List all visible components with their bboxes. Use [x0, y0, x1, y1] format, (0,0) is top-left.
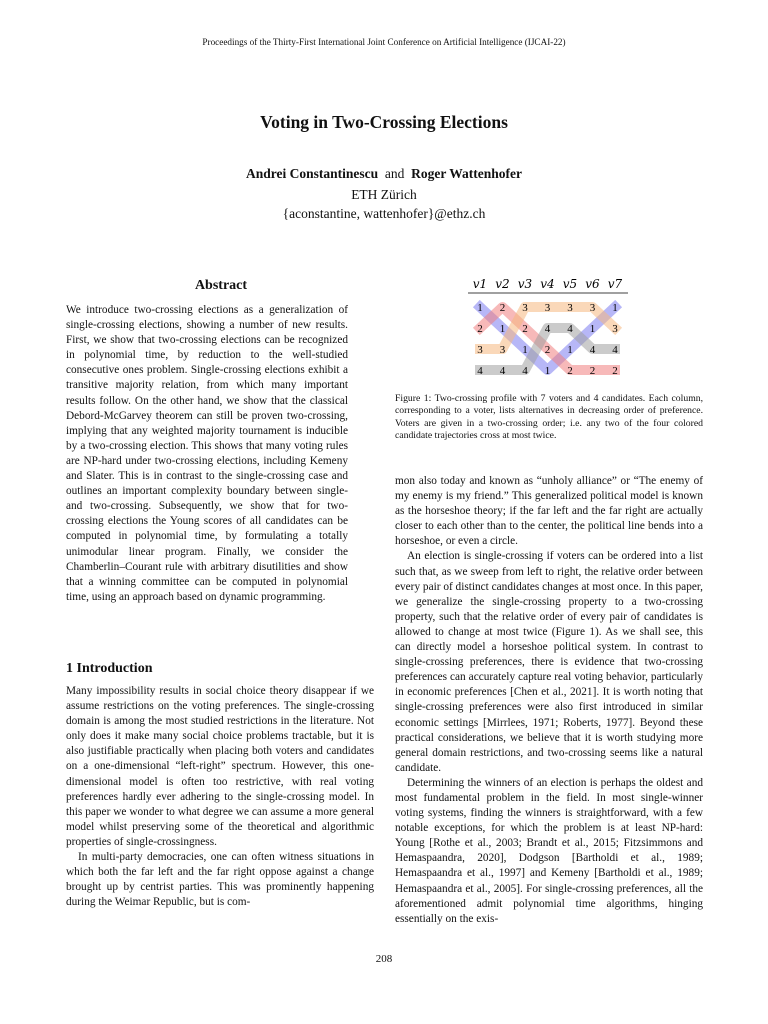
intro-paragraph-1: Many impossibility results in social choice theory disappear if we assume restrictions on the voting preferences. The single-crossing domain is among the most studied restrictions in the literature. Not only does it make many social choice problems tractable, but it is also justifiable practically when placing both voters and candidates on a one-dimensional “left-right” spectrum. However, this one-dimensional model is often too restrictive, with real voting preferences hardly ever adhering to the single-crossing model. In this paper we wonder to what degree we can assume a more general model whilst preserving some of the theoretical and algorithmic properties of single-crossingness. — [66, 685, 374, 848]
ranking-cell: 4 — [544, 323, 551, 335]
ranking-cell: 2 — [589, 365, 596, 377]
ranking-cell: 1 — [567, 344, 573, 356]
ranking-cell: 4 — [567, 323, 573, 335]
ranking-cell: 3 — [544, 302, 551, 314]
ranking-cell: 2 — [567, 365, 573, 377]
ranking-cell: 1 — [589, 323, 596, 335]
ranking-cell: 3 — [612, 323, 618, 335]
candidate-trajectories — [480, 307, 615, 370]
voter-header-v4: v4 — [540, 277, 555, 291]
page-number: 208 — [375, 953, 393, 965]
ranking-cell: 1 — [544, 365, 551, 377]
right-paragraph-2: An election is single-crossing if voters can be ordered into a list such that, as we sweep from left to right, the relative order between every pair of distinct candidates changes at most once. In this paper, we generalize the single-crossing property to a two-crossing property, such that the relative order of every pair of candidates is allowed to change at most twice (Figure 1). As we shall see, this can directly model a horseshoe political system. In contrast to single-crossing preferences, there is evidence that two-crossing preferences can accurately capture real voting behavior, particularly in economic preferences [Chen et al., 2021]. It is worth noting that single-crossing preferences were also first introduced in similar economic settings [Mirrlees, 1971; Roberts, 1977]. Beyond these practical considerations, we believe that it is worth studying more general domain restrictions, and two-crossing seems like a natural candidate. — [395, 550, 703, 774]
abstract-body: We introduce two-crossing elections as a generalization of single-crossing elections, showing a number of new results. First, we show that two-crossing elections can be recognized in polynomial time, by reduction to the well-studied consecutive ones problem. Single-crossing elections exhibit a transitive majority relation, from which many important results follow. On the other hand, we show that the classical Debord-McGarvey theorem can still be proven two-crossing, implying that any weighted majority tournament is inducible by a two-crossing election. This shows that many voting rules are NP-hard under two-crossing elections, including Kemeny and Slater. This is in contrast to the single-crossing case and outlines an important complexity boundary between single- and two-crossing. Subsequently, we show that for two-crossing elections the Young scores of all candidates can be computed in polynomial time, by formulating a totally unimodular linear program. Finally, we consider the Chamberlin–Courant rule with arbitrary disutilities and show that a winning committee can be computed in polynomial time, using an approach based on dynamic programming. — [66, 304, 348, 603]
ranking-cell: 2 — [477, 323, 483, 335]
voter-headers — [473, 277, 623, 291]
section-heading-introduction: 1 Introduction — [66, 661, 153, 676]
author-1: Andrei Constantinescu — [245, 166, 379, 181]
voter-header-v3: v3 — [517, 277, 533, 291]
voter-header-v7: v7 — [607, 277, 623, 291]
author-2: Roger Wattenhofer — [411, 166, 522, 181]
introduction-body — [66, 684, 374, 910]
ranking-cell: 3 — [567, 302, 573, 314]
ranking-cell: 4 — [499, 365, 506, 377]
venue-header: Proceedings of the Thirty-First International Joint Conference on Artificial Intelligence (IJCAI-22) — [202, 37, 566, 47]
figure-1-profile — [468, 276, 628, 384]
ranking-cell: 1 — [499, 323, 506, 335]
ranking-cell: 4 — [522, 365, 528, 377]
ranking-cell: 4 — [612, 344, 618, 356]
intro-paragraph-2: In multi-party democracies, one can often witness situations in which both the far left and the far right oppose against a change brought up by centrist parties. This was prominently happening during the Weimar Republic, but is com- — [66, 851, 374, 909]
author-line — [0, 166, 768, 182]
right-paragraph-1: mon also today and known as “unholy alliance” or “The enemy of my enemy is my friend.” This generalized political model is known as the horseshoe theory; if the far left and the far right are actually closer to each other than to the center, the political line bends into a horseshoe, or even a circle. — [395, 475, 703, 548]
ranking-cell: 1 — [612, 302, 618, 314]
right-paragraph-3: Determining the winners of an election is perhaps the oldest and most fundamental problem in the field. In most single-winner voting systems, finding the winners is straightforward, with a few notable exceptions, for which the problem is at least NP-hard: Young [Rothe et al., 2003; Brandt et al., 2015; Fitzsimmons and Hemaspaandra, 2020], Dodgson [Bartholdi et al., 1989; Hemaspaandra et al., 1997] and Kemeny [Bartholdi et al., 1989; Hemaspaandra et al., 2005]. For single-crossing preferences, all the aforementioned admit polynomial time algorithms, hinging essentially on the exis- — [395, 776, 703, 925]
author-separator: and — [384, 166, 405, 181]
affiliation: ETH Zürich — [351, 187, 417, 202]
ranking-cell: 2 — [612, 365, 618, 377]
ranking-cell: 3 — [522, 302, 528, 314]
voter-header-v5: v5 — [562, 277, 578, 291]
voter-header-v2: v2 — [495, 277, 510, 291]
ranking-cell: 2 — [499, 302, 506, 314]
author-emails: {aconstantine, wattenhofer}@ethz.ch — [282, 206, 486, 221]
figure-1-caption: Figure 1: Two-crossing profile with 7 voters and 4 candidates. Each column, corresponding to a voter, lists alternatives in decreasing order of preference. Voters are given in a two-crossing order; i.e. any two of the four colored candidate trajectories cross at most twice. — [395, 393, 703, 442]
ranking-cell: 1 — [522, 344, 528, 356]
ranking-cell: 4 — [589, 344, 596, 356]
right-column-body — [395, 474, 703, 927]
ranking-cell: 2 — [522, 323, 528, 335]
paper-title: Voting in Two-Crossing Elections — [260, 112, 508, 132]
ranking-cell: 3 — [589, 302, 596, 314]
voter-header-v6: v6 — [585, 277, 600, 291]
ranking-cell: 2 — [544, 344, 551, 356]
ranking-cell: 1 — [477, 302, 483, 314]
ranking-cell: 4 — [477, 365, 483, 377]
abstract-heading: Abstract — [194, 278, 248, 293]
voter-header-v1: v1 — [472, 277, 488, 291]
ranking-cell: 3 — [499, 344, 506, 356]
ranking-cell: 3 — [477, 344, 483, 356]
